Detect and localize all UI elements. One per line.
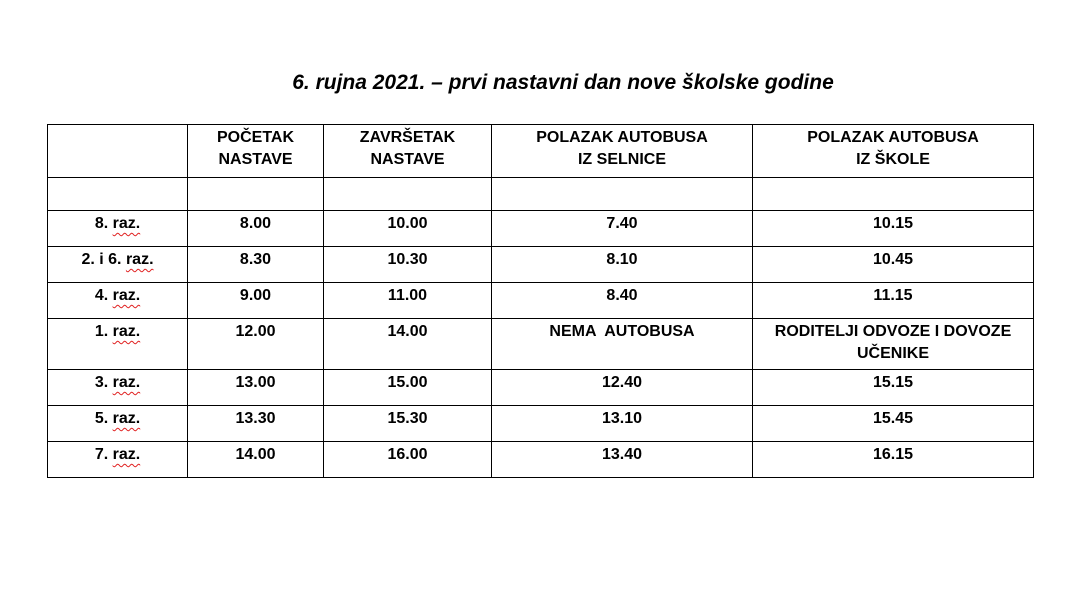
bus-selnica-cell: 13.10 bbox=[492, 406, 753, 442]
grade-number: 8. bbox=[94, 215, 113, 232]
header-cell-grade bbox=[48, 125, 188, 178]
end-time-cell: 15.30 bbox=[324, 406, 492, 442]
start-time-cell: 14.00 bbox=[188, 442, 324, 478]
table-row bbox=[48, 211, 1034, 247]
grade-label: raz. bbox=[125, 251, 154, 268]
grade-cell bbox=[48, 283, 188, 319]
grade-number: 7. bbox=[94, 446, 113, 463]
table-row bbox=[48, 406, 1034, 442]
grade-number: 2. i 6. bbox=[81, 251, 126, 268]
bus-school-cell: 10.45 bbox=[753, 247, 1034, 283]
bus-selnica-cell: 12.40 bbox=[492, 370, 753, 406]
header-bus-school-line2: IZ ŠKOLE bbox=[856, 151, 930, 168]
bus-school-cell: 15.15 bbox=[753, 370, 1034, 406]
blank-cell bbox=[492, 178, 753, 211]
grade-cell bbox=[48, 247, 188, 283]
bus-school-cell: 10.15 bbox=[753, 211, 1034, 247]
grade-cell bbox=[48, 406, 188, 442]
blank-cell bbox=[324, 178, 492, 211]
header-cell-bus-school bbox=[753, 125, 1034, 178]
table-blank-row bbox=[48, 178, 1034, 211]
bus-school-cell: 16.15 bbox=[753, 442, 1034, 478]
header-bus-school-line1: POLAZAK AUTOBUSA bbox=[807, 129, 979, 146]
bus-selnica-cell: 7.40 bbox=[492, 211, 753, 247]
start-time-cell: 8.30 bbox=[188, 247, 324, 283]
bus-school-cell: 11.15 bbox=[753, 283, 1034, 319]
bus-selnica-cell: 8.40 bbox=[492, 283, 753, 319]
bus-selnica-cell: 13.40 bbox=[492, 442, 753, 478]
page-title: 6. rujna 2021. – prvi nastavni dan nove školske godine bbox=[292, 71, 834, 94]
start-time-cell: 12.00 bbox=[188, 319, 324, 370]
grade-label: raz. bbox=[112, 374, 141, 391]
bus-selnica-cell: 8.10 bbox=[492, 247, 753, 283]
grade-label: raz. bbox=[112, 410, 141, 427]
header-cell-end bbox=[324, 125, 492, 178]
table-row bbox=[48, 370, 1034, 406]
end-time-cell: 10.30 bbox=[324, 247, 492, 283]
grade-label: raz. bbox=[112, 287, 141, 304]
header-cell-bus-selnica bbox=[492, 125, 753, 178]
end-time-cell: 10.00 bbox=[324, 211, 492, 247]
schedule-table bbox=[47, 124, 1034, 478]
start-time-cell: 13.30 bbox=[188, 406, 324, 442]
end-time-cell: 14.00 bbox=[324, 319, 492, 370]
grade-label: raz. bbox=[112, 323, 141, 340]
header-cell-start bbox=[188, 125, 324, 178]
header-bus-selnica-line2: IZ SELNICE bbox=[577, 151, 666, 168]
table-header-row bbox=[48, 125, 1034, 178]
grade-label: raz. bbox=[112, 215, 141, 232]
blank-cell bbox=[188, 178, 324, 211]
grade-number: 3. bbox=[94, 374, 113, 391]
bus-school-cell: RODITELJI ODVOZE I DOVOZE UČENIKE bbox=[753, 319, 1034, 370]
grade-number: 5. bbox=[94, 410, 113, 427]
header-end-line1: ZAVRŠETAK bbox=[359, 129, 456, 146]
table-row bbox=[48, 442, 1034, 478]
table-row bbox=[48, 319, 1034, 370]
grade-cell bbox=[48, 319, 188, 370]
end-time-cell: 11.00 bbox=[324, 283, 492, 319]
start-time-cell: 9.00 bbox=[188, 283, 324, 319]
grade-cell bbox=[48, 211, 188, 247]
start-time-cell: 13.00 bbox=[188, 370, 324, 406]
header-start-line1: POČETAK bbox=[216, 129, 295, 146]
end-time-cell: 15.00 bbox=[324, 370, 492, 406]
blank-cell bbox=[48, 178, 188, 211]
bus-school-cell: 15.45 bbox=[753, 406, 1034, 442]
header-start-line2: NASTAVE bbox=[218, 151, 293, 168]
grade-number: 4. bbox=[94, 287, 113, 304]
grade-label: raz. bbox=[112, 446, 141, 463]
header-bus-selnica-line1: POLAZAK AUTOBUSA bbox=[536, 129, 708, 146]
grade-cell bbox=[48, 442, 188, 478]
header-end-line2: NASTAVE bbox=[370, 151, 445, 168]
bus-selnica-cell: NEMA AUTOBUSA bbox=[492, 319, 753, 370]
blank-cell bbox=[753, 178, 1034, 211]
grade-cell bbox=[48, 370, 188, 406]
table-row bbox=[48, 283, 1034, 319]
start-time-cell: 8.00 bbox=[188, 211, 324, 247]
table-row bbox=[48, 247, 1034, 283]
end-time-cell: 16.00 bbox=[324, 442, 492, 478]
grade-number: 1. bbox=[94, 323, 113, 340]
